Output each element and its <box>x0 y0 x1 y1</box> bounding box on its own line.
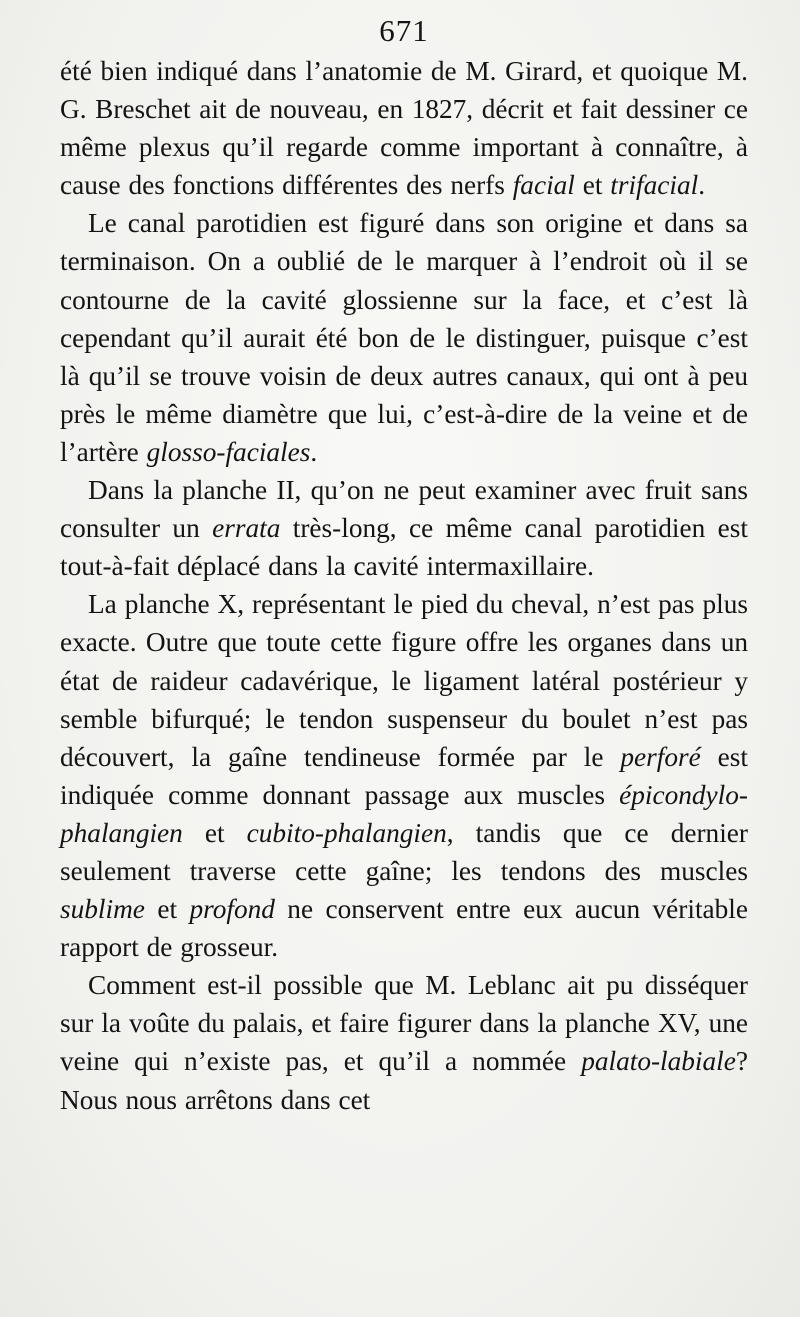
italic-text: glosso-faciales <box>146 436 311 467</box>
text-run: très-long, ce même canal parotidien est tout-à-fait déplacé dans la cavité intermaxillaire. <box>60 513 748 582</box>
italic-text: perforé <box>620 741 701 772</box>
paragraph <box>60 204 748 471</box>
text-run: Comment est-il possible que M. Leblanc ait pu disséquer sur la voûte du palais, et faire figurer dans la planche XV, une veine qui n’existe pas, et qu’il a nommée <box>60 970 748 1077</box>
text-run: est indiquée comme donnant passage aux muscles <box>60 741 748 810</box>
text-run: . <box>698 170 706 201</box>
italic-text: trifacial <box>610 170 699 201</box>
paragraph <box>60 585 748 966</box>
paragraph <box>60 52 748 204</box>
italic-text: facial <box>512 170 575 201</box>
page-number: 671 <box>379 13 429 48</box>
italic-text: cubito-phalangien <box>246 817 447 848</box>
text-run: La planche X, représentant le pied du cheval, n’est pas plus exacte. Outre que toute cette figure offre les organes dans un état de raideur cadavérique, le ligament latéral postérieur y semble bifurqué; le tendon suspenseur du boulet n’est pas découvert, la gaîne tendineuse formée par le <box>60 589 748 772</box>
paragraph <box>60 471 748 585</box>
italic-text: errata <box>212 513 281 544</box>
text-run: . <box>310 436 318 467</box>
italic-text: palato-labiale <box>581 1046 736 1077</box>
text-run: ne conservent entre eux aucun véritable rapport de grosseur. <box>60 894 748 963</box>
text-run: et <box>182 817 247 848</box>
italic-text: sublime <box>60 894 145 925</box>
text-run: ? Nous nous arrêtons dans cet <box>60 1046 748 1115</box>
italic-text: épicondylo-phalangien <box>60 779 748 848</box>
text-run: et <box>144 894 190 925</box>
paragraph <box>60 966 748 1118</box>
text-run: et <box>574 170 611 201</box>
italic-text: profond <box>189 894 275 925</box>
text-run: Dans la planche II, qu’on ne peut examiner avec fruit sans consulter un <box>60 475 748 544</box>
text-run: été bien indiqué dans l’anatomie de M. Girard, et quoique M. G. Breschet ait de nouveau, en 1827, décrit et fait dessiner ce même plexus qu’il regarde comme important à connaître, à cause des fonctions différentes des nerfs <box>60 56 748 201</box>
text-run: , tandis que ce dernier seulement traverse cette gaîne; les tendons des muscles <box>60 817 748 886</box>
page-body-text <box>60 52 748 1119</box>
text-run: Le canal parotidien est figuré dans son origine et dans sa terminaison. On a oublié de le marquer à l’endroit où il se contourne de la cavité glossienne sur la face, et c’est là cependant qu’il aurait été bon de le distinguer, puisque c’est là qu’il se trouve voisin de deux autres canaux, qui ont à peu près le même diamètre que lui, c’est-à-dire de la veine et de l’artère <box>60 208 748 467</box>
